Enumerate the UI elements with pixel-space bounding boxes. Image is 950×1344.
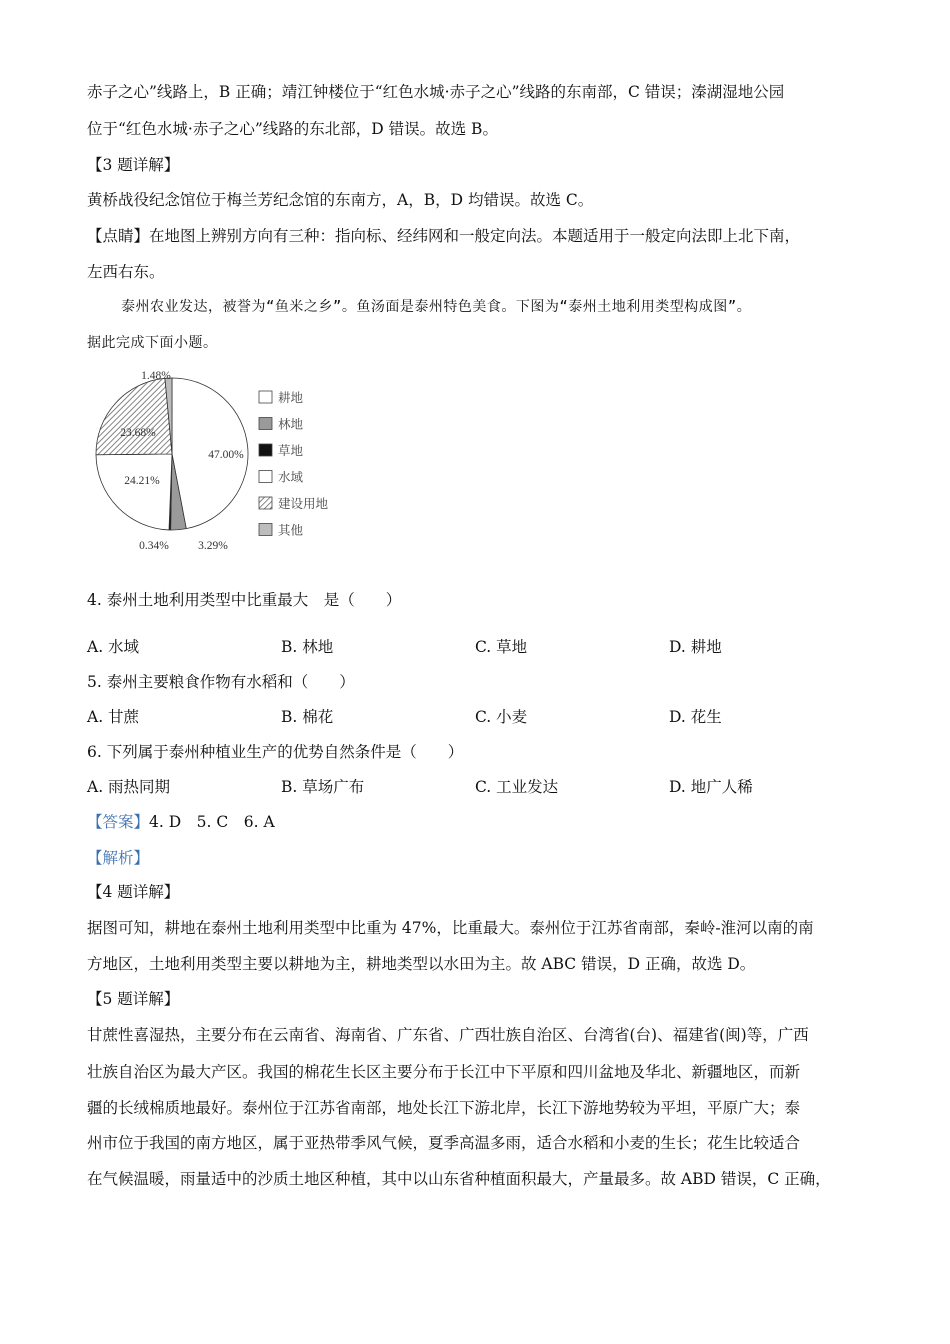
text-line: 甘蔗性喜湿热，主要分布在云南省、海南省、广东省、广西壮族自治区、台湾省(台)、福建省(闽)等，广西 [87, 1026, 809, 1044]
q6-option-d: D. 地广人稀 [669, 778, 753, 796]
text-line: 壮族自治区为最大产区。我国的棉花生长区主要分布于长江中下平原和四川盆地及华北、新疆地区，而新 [87, 1063, 801, 1081]
dianjing-line: 【点睛】在地图上辨别方向有三种：指向标、经纬网和一般定向法。本题适用于一般定向法即上北下南， [87, 227, 801, 245]
legend-swatch [259, 391, 272, 403]
q5-option-a: A. 甘蔗 [87, 708, 140, 726]
pie-slice-label: 1.48% [141, 370, 171, 382]
answer-values: 4. D 5. C 6. A [149, 813, 275, 831]
intro-paragraph-cont: 据此完成下面小题。 [87, 335, 218, 351]
q4-option-d: D. 耕地 [669, 638, 722, 656]
text-line: 疆的长绒棉质地最好。泰州位于江苏省南部，地处长江下游北岸，长江下游地势较为平坦，平原广大；泰 [87, 1099, 801, 1117]
text-line: 方地区，土地利用类型主要以耕地为主，耕地类型以水田为主。故 ABC 错误，D 正确，故选 D。 [87, 955, 756, 973]
question-4: 4. 泰州土地利用类型中比重最大 是（ ） [87, 591, 402, 609]
text-line: 在气候温暖，雨量适中的沙质土地区种植，其中以山东省种植面积最大，产量最多。故 ABD 错误，C 正确， [87, 1170, 831, 1188]
intro-paragraph: 泰州农业发达，被誉为“鱼米之乡”。鱼汤面是泰州特色美食。下图为“泰州土地利用类型构成图”。 [121, 299, 752, 315]
legend-label: 其他 [278, 523, 304, 538]
q5-option-c: C. 小麦 [475, 708, 528, 726]
legend [259, 390, 329, 538]
pie-slice-label: 3.29% [198, 540, 228, 552]
legend-label: 草地 [278, 444, 304, 458]
legend-label: 耕地 [278, 391, 304, 405]
legend-swatch [259, 471, 272, 483]
legend-swatch [259, 444, 272, 456]
analysis-tag: 【解析】 [87, 849, 150, 867]
land-use-pie-chart [88, 362, 358, 558]
q6-option-c: C. 工业发达 [475, 778, 559, 796]
section-heading-q4: 【4 题详解】 [87, 883, 180, 901]
pie-slice-4 [96, 454, 172, 530]
legend-label: 建设用地 [278, 497, 329, 511]
legend-label: 水域 [278, 470, 304, 485]
pie-slice-label: 23.68% [120, 427, 156, 439]
q4-option-b: B. 林地 [281, 638, 334, 656]
legend-label: 林地 [278, 417, 304, 432]
text-line: 赤子之心”线路上，B 正确；靖江钟楼位于“红色水城·赤子之心”线路的东南部，C 错误；溱湖湿地公园 [87, 83, 785, 101]
q6-option-a: A. 雨热同期 [87, 778, 171, 796]
pie-slice-label: 0.34% [139, 540, 169, 552]
q4-option-a: A. 水域 [87, 638, 140, 656]
legend-swatch [259, 418, 272, 430]
text-line: 州市位于我国的南方地区，属于亚热带季风气候，夏季高温多雨，适合水稻和小麦的生长；花生比较适合 [87, 1134, 801, 1152]
pie-slice-label: 47.00% [208, 449, 244, 461]
legend-swatch [259, 524, 272, 536]
text-line: 据图可知，耕地在泰州土地利用类型中比重为 47%，比重最大。泰州位于江苏省南部，秦岭-淮河以南的南 [87, 919, 814, 937]
q6-option-b: B. 草场广布 [281, 778, 365, 796]
q5-option-d: D. 花生 [669, 708, 722, 726]
section-heading-q5: 【5 题详解】 [87, 990, 180, 1008]
q4-option-c: C. 草地 [475, 638, 528, 656]
text-line: 位于“红色水城·赤子之心”线路的东北部，D 错误。故选 B。 [87, 120, 498, 138]
text-line: 左西右东。 [87, 263, 165, 281]
pie-slice-5 [96, 378, 172, 454]
section-heading-q3: 【3 题详解】 [87, 156, 180, 174]
pie-slice-label: 24.21% [124, 475, 160, 487]
question-5: 5. 泰州主要粮食作物有水稻和（ ） [87, 673, 355, 691]
legend-swatch [259, 497, 272, 509]
answer-line [87, 812, 275, 832]
q5-option-b: B. 棉花 [281, 708, 334, 726]
question-6: 6. 下列属于泰州种植业生产的优势自然条件是（ ） [87, 743, 464, 761]
text-line: 黄桥战役纪念馆位于梅兰芳纪念馆的东南方，A，B，D 均错误。故选 C。 [87, 191, 594, 209]
answer-tag: 【答案】 [87, 813, 150, 831]
